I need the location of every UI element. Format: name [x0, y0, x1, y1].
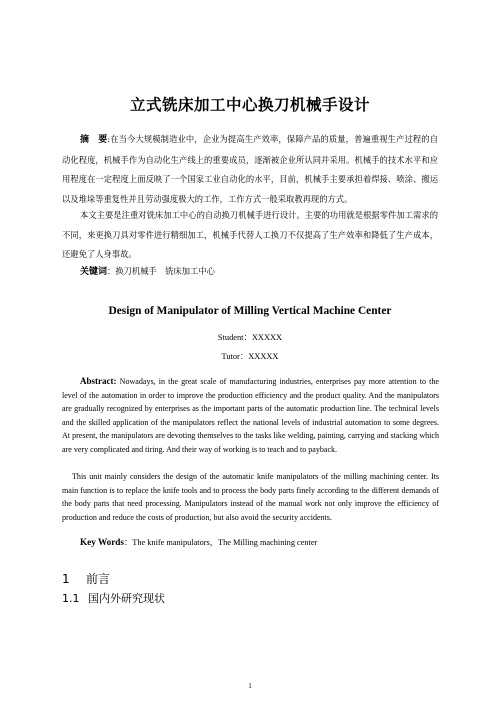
english-keywords-text: ：The knife manipulators，The Milling machining center	[124, 538, 318, 547]
chinese-abstract-paragraph-2: 本文主要是注重对铣床加工中心的自动换刀机械手进行设计。主要的功用就是根据零件加工需求的不同，来更换刀具对零件进行精细加工，机械手代替人工换刀不仅提高了生产效率和降低了生产成本，还避免了人身事故。	[62, 210, 438, 259]
english-title: Design of Manipulator of Milling Vertical Machine Center	[108, 305, 392, 317]
section-number: 1	[62, 572, 70, 586]
chinese-abstract-paragraph-1	[62, 130, 438, 209]
chinese-keywords-text: ：换刀机械手 铣床加工中心	[107, 266, 215, 276]
english-keywords	[80, 536, 317, 548]
section-heading-1-1	[62, 590, 165, 606]
chinese-title: 立式铣床加工中心换刀机械手设计	[129, 96, 370, 114]
chinese-keywords	[80, 262, 215, 282]
subsection-title: 国内外研究现状	[88, 592, 165, 605]
tutor-line: Tutor：XXXXX	[221, 352, 279, 361]
chinese-abstract-text-1: :在当今大规模制造业中，企业为提高生产效率，保障产品的质量，普遍重视生产过程的自动化程度，机械手作为自动化生产线上的重要成员，逐渐被企业所认同并采用。机械手的技术水平和应用程度在一定程度上面反映了一个国家工业自动化的水平，目前，机械手主要承担着焊接、喷涂、搬运以及堆垛等重复性并且劳动强度极大的工作，工作方式一般采取教再现的方式。	[62, 134, 438, 204]
page-number: 1	[248, 682, 252, 690]
english-abstract-label: Abstract:	[80, 376, 117, 386]
chinese-keywords-label: 关键词	[80, 267, 108, 277]
student-line: Student：XXXXX	[217, 333, 283, 342]
english-abstract-paragraph-1	[62, 375, 439, 457]
english-abstract-paragraph-2: This unit mainly considers the design of the automatic knife manipulators of the milling machining center. Its main function is to replace the knife tools and to process the body parts finely according to the different demands of the body parts that need processing. Manipulators instead of the manual work not only improve the efficiency of production and reduce the costs of production, but also avoid the security accidents.	[62, 472, 439, 522]
chinese-abstract-label: 摘 要	[80, 135, 108, 145]
english-keywords-label: Key Words	[80, 537, 124, 547]
section-title: 前言	[86, 572, 111, 586]
subsection-number: 1.1	[62, 592, 80, 605]
english-abstract-text-1: Nowadays, in the great scale of manufacturing industries, enterprises pay more attention to the level of the automation in order to improve the production efficiency and the product quality. And the manipulators are gradually recognized by enterprises as the important parts of the automatic production line. The technical levels and the skilled application of the manipulators reflect the national levels of industrial automation to some degrees. At present, the manipulators are devoting themselves to the tasks like welding, painting, carrying and stacking which are very complicated and tiring. And their way of working is to teach and to payback.	[62, 377, 439, 454]
section-heading-1	[62, 570, 110, 587]
